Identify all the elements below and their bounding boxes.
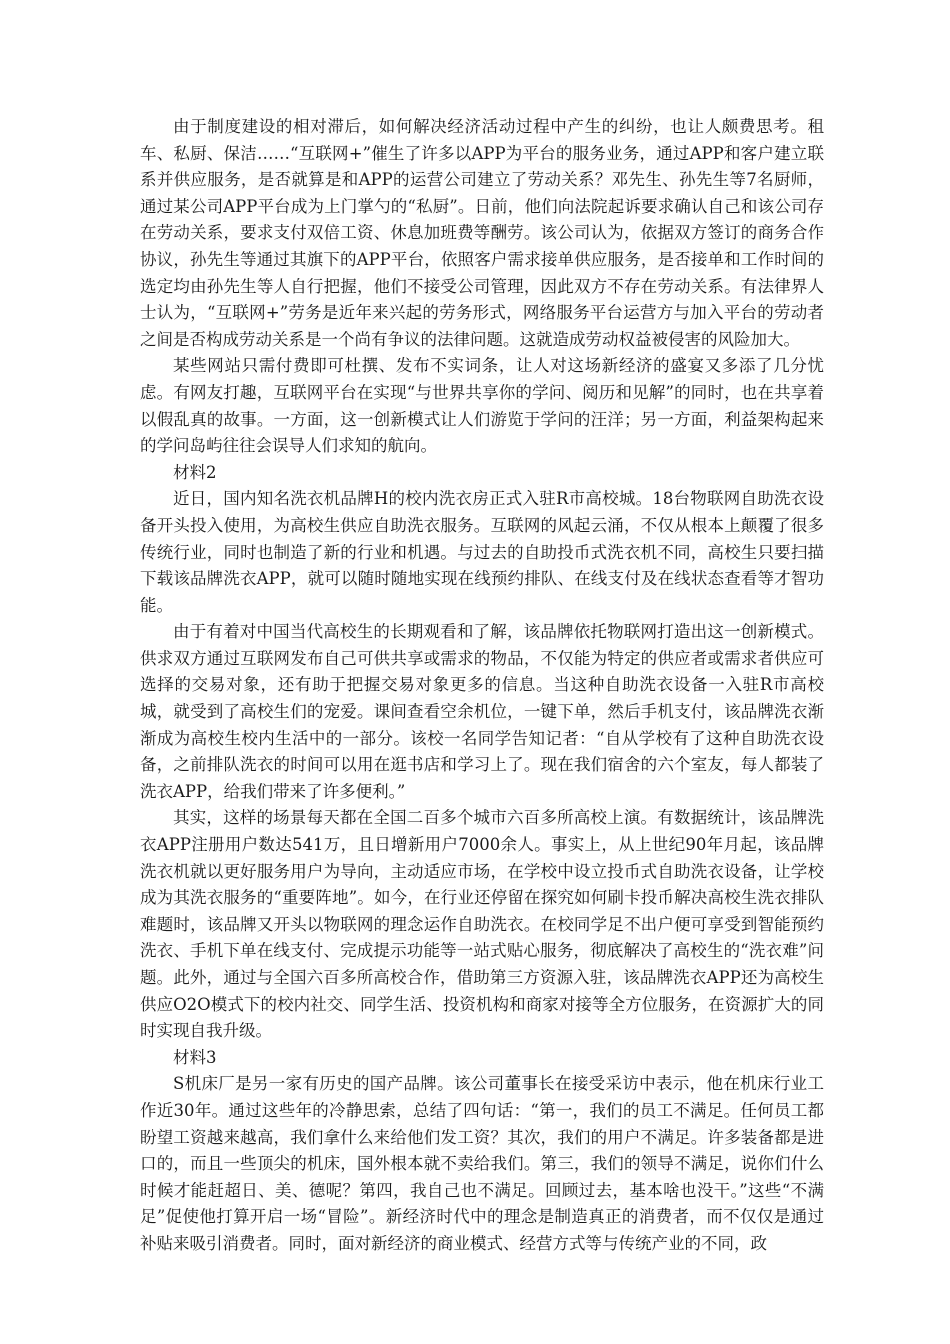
section-heading-material-2: 材料2 [173, 462, 217, 482]
document-page [140, 114, 824, 1258]
paragraph-dispute: 由于制度建设的相对滞后，如何解决经济活动过程中产生的纠纷，也让人颇费思考。租车、私厨、保洁……“互联网+”催生了许多以APP为平台的服务业务，通过APP和客户建立联系并供应服务，是否就算是和APP的运营公司建立了劳动关系？邓先生、孙先生等7名厨师，通过某公司APP平台成为上门掌勺的“私厨”。日前，他们向法院起诉要求确认自己和该公司存在劳动关系，要求支付双倍工资、休息加班费等酬劳。该公司认为，依据双方签订的商务合作协议，孙先生等通过其旗下的APP平台，依照客户需求接单供应服务，是否接单和工作时间的选定均由孙先生等人自行把握，他们不接受公司管理，因此双方不存在劳动关系。有法律界人士认为，“互联网+”劳务是近年来兴起的劳务形式，网络服务平台运营方与加入平台的劳动者之间是否构成劳动关系是一个尚有争议的法律问题。这就造成劳动权益被侵害的风险加大。 [140, 117, 824, 349]
paragraph-website-entries: 某些网站只需付费即可杜撰、发布不实词条，让人对这场新经济的盛宴又多添了几分忧虑。有网友打趣，互联网平台在实现“与世界共享你的学问、阅历和见解”的同时，也在共享着以假乱真的故事。一方面，这一创新模式让人们游览于学问的汪洋；另一方面，利益架构起来的学问岛屿往往会误导人们求知的航向。 [140, 356, 824, 456]
paragraph-laundry-statistics: 其实，这样的场景每天都在全国二百多个城市六百多所高校上演。有数据统计，该品牌洗衣APP注册用户数达541万，且日增新用户7000余人。事实上，从上世纪90年月起，该品牌洗衣机就以更好服务用户为导向，主动适应市场，在学校中设立投币式自助洗衣设备，让学校成为其洗衣服务的“重要阵地”。如今，在行业还停留在探究如何刷卡投币解决高校生洗衣排队难题时，该品牌又开头以物联网的理念运作自助洗衣。在校同学足不出户便可享受到智能预约洗衣、手机下单在线支付、完成提示功能等一站式贴心服务，彻底解决了高校生的“洗衣难”问题。此外，通过与全国六百多所高校合作，借助第三方资源入驻，该品牌洗衣APP还为高校生供应O2O模式下的校内社交、同学生活、投资机构和商家对接等全方位服务，在资源扩大的同时实现自我升级。 [140, 808, 824, 1041]
paragraph-laundry-students: 由于有着对中国当代高校生的长期观看和了解，该品牌依托物联网打造出这一创新模式。供求双方通过互联网发布自己可供共享或需求的物品，不仅能为特定的供应者或需求者供应可选择的交易对象，还有助于把握交易对象更多的信息。当这种自助洗衣设备一入驻R市高校城，就受到了高校生们的宠爱。课间查看空余机位，一键下单，然后手机支付，该品牌洗衣渐渐成为高校生校内生活中的一部分。该校一名同学告知记者：“自从学校有了这种自助洗衣设备，之前排队洗衣的时间可以用在逛书店和学习上了。现在我们宿舍的六个室友，每人都装了洗衣APP，给我们带来了许多便利。” [140, 622, 824, 801]
section-heading-material-3: 材料3 [173, 1047, 217, 1067]
paragraph-machine-tool: S机床厂是另一家有历史的国产品牌。该公司董事长在接受采访中表示，他在机床行业工作近30年。通过这些年的冷静思索，总结了四句话：“第一，我们的员工不满足。任何员工都盼望工资越来越高，我们拿什么来给他们发工资？其次，我们的用户不满足。许多装备都是进口的，而且一些顶尖的机床，国外根本就不卖给我们。第三，我们的领导不满足，说你们什么时候才能赶超日、美、德呢？第四，我自己也不满足。回顾过去，基本啥也没干。”这些“不满足”促使他打算开启一场“冒险”。新经济时代中的理念是制造真正的消费者，而不仅仅是通过补贴来吸引消费者。同时，面对新经济的商业模式、经营方式等与传统产业的不同，政 [140, 1074, 824, 1253]
paragraph-laundry-intro: 近日，国内知名洗衣机品牌H的校内洗衣房正式入驻R市高校城。18台物联网自助洗衣设备开头投入使用，为高校生供应自助洗衣服务。互联网的风起云涌，不仅从根本上颠覆了很多传统行业，同时也制造了新的行业和机遇。与过去的自助投币式洗衣机不同，高校生只要扫描下载该品牌洗衣APP，就可以随时随地实现在线预约排队、在线支付及在线状态查看等才智功能。 [140, 489, 824, 615]
